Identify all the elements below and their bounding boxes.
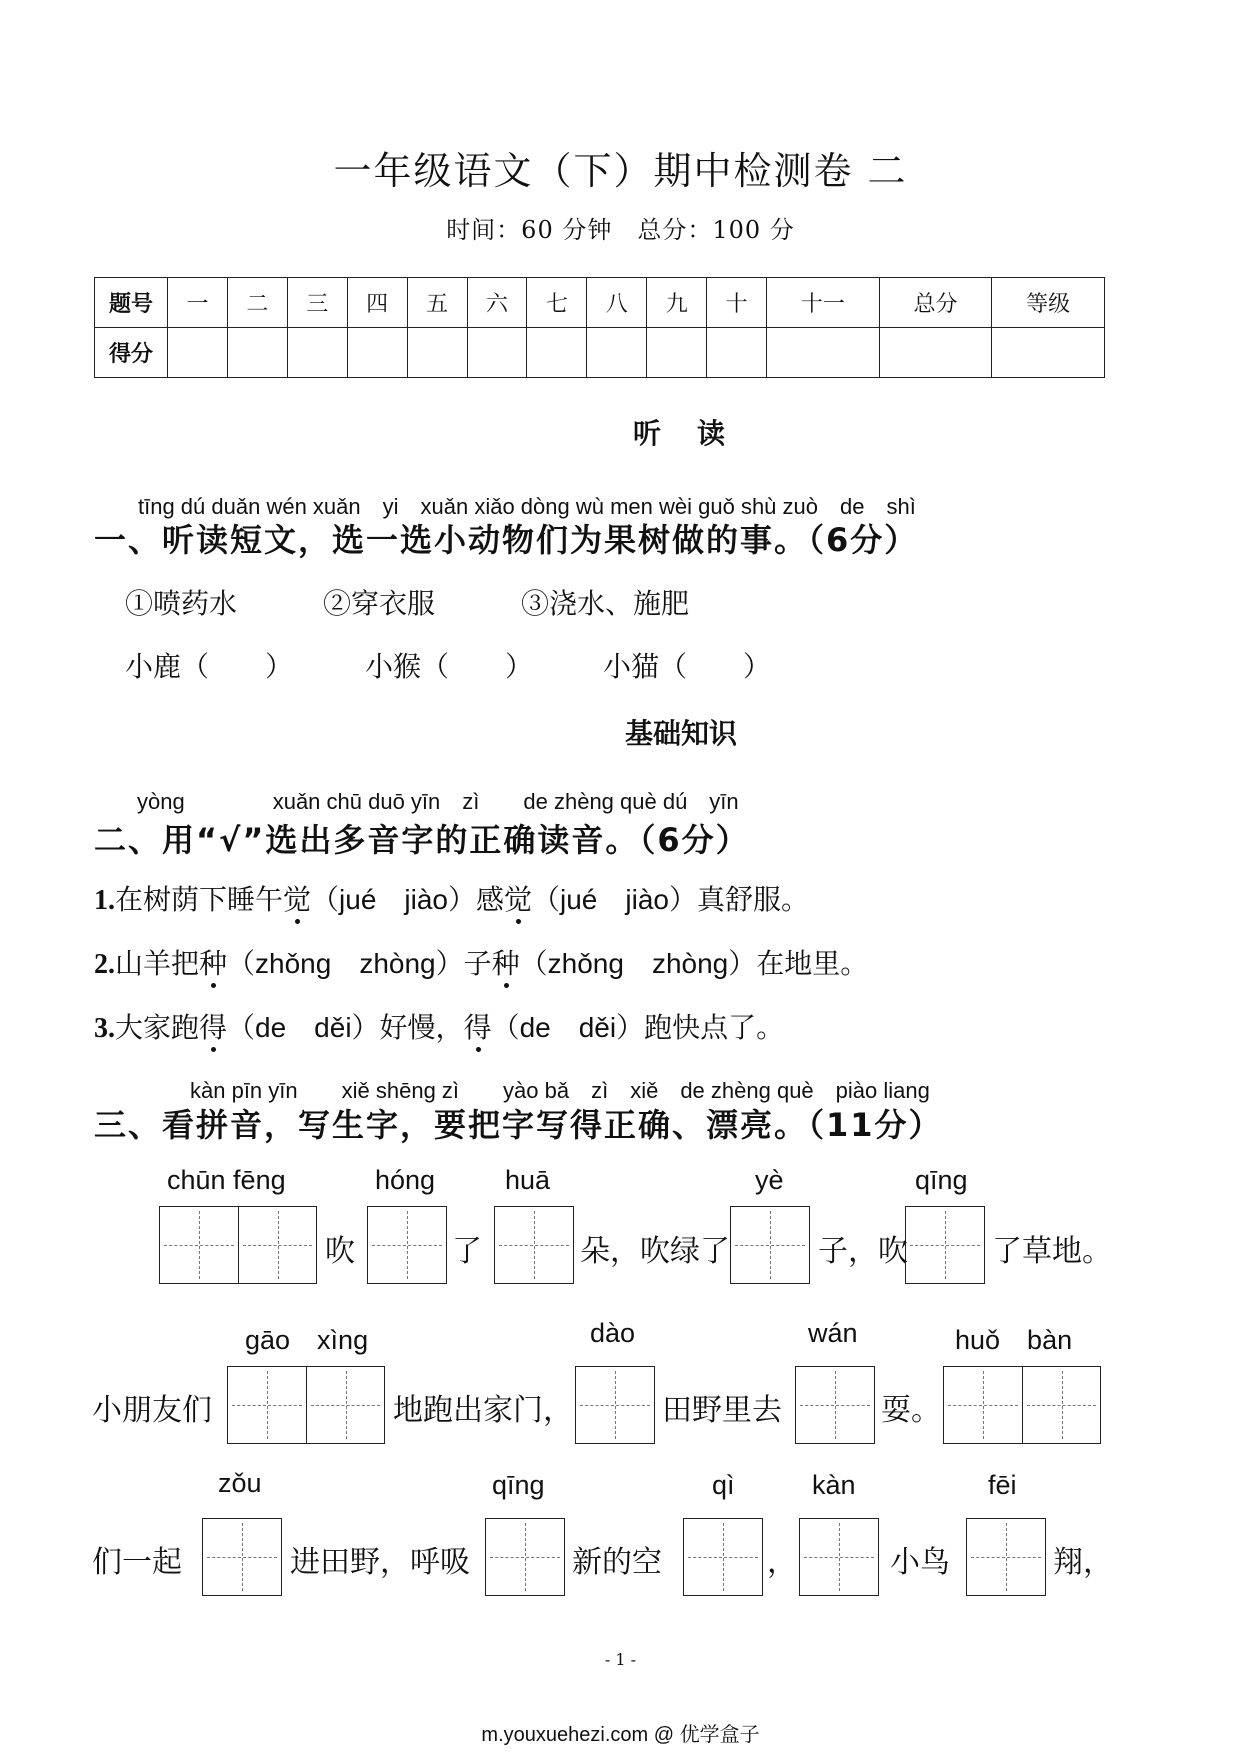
q2-item: [94, 1006, 784, 1046]
score-table-col: 七: [527, 278, 587, 328]
score-table-col: 八: [587, 278, 647, 328]
writing-cell[interactable]: [238, 1207, 316, 1283]
writing-cell[interactable]: [684, 1519, 762, 1595]
polyphone-char: 种: [492, 942, 520, 982]
writing-grid[interactable]: [485, 1518, 565, 1596]
sentence-text: ，: [767, 1545, 797, 1580]
pronunciation-choice[interactable]: （zhǒng zhòng）: [519, 948, 757, 979]
score-cell[interactable]: [407, 328, 467, 378]
q2-item-text: 在树荫下睡午: [115, 883, 284, 916]
score-table-col: 十: [707, 278, 767, 328]
sentence-text: 进田野，呼吸: [290, 1545, 470, 1580]
score-table-col: 一: [168, 278, 228, 328]
section-heading-basic: 基础知识: [624, 717, 737, 750]
grid-pinyin: chūn fēng: [167, 1165, 286, 1195]
score-table-col: 六: [467, 278, 527, 328]
grid-pinyin: wán: [808, 1318, 858, 1348]
grid-pinyin: qīng: [492, 1470, 545, 1500]
q3-pinyin: kàn pīn yīn xiě shēng zì yào bǎ zì xiě de zhèng què piào liang: [190, 1078, 930, 1103]
writing-cell[interactable]: [906, 1207, 984, 1283]
q3-prompt: 三、看拼音，写生字，要把字写得正确、漂亮。（11分）: [94, 1106, 943, 1144]
sentence-text: 地跑出家门，: [393, 1393, 573, 1428]
score-table-row-label: 得分: [95, 328, 168, 378]
polyphone-char: 觉: [504, 878, 532, 918]
score-table: [94, 277, 1105, 378]
writing-grid[interactable]: [159, 1206, 317, 1284]
sentence-text: 吹: [325, 1234, 355, 1269]
polyphone-char: 得: [464, 1006, 492, 1046]
q1-answer-blank[interactable]: 小猫（ ）: [603, 650, 772, 683]
polyphone-char: 得: [199, 1006, 227, 1046]
q2-item: [94, 878, 809, 918]
score-cell[interactable]: [467, 328, 527, 378]
writing-cell[interactable]: [944, 1367, 1022, 1443]
sentence-text: 朵，吹绿了: [580, 1234, 730, 1269]
writing-cell[interactable]: [160, 1207, 238, 1283]
writing-grid[interactable]: [730, 1206, 810, 1284]
q1-pinyin: tīng dú duǎn wén xuǎn yi xuǎn xiǎo dòng wù men wèi guǒ shù zuò de shì: [138, 494, 916, 519]
grid-pinyin: fēi: [988, 1470, 1017, 1500]
score-cell[interactable]: [527, 328, 587, 378]
pronunciation-choice[interactable]: （zhǒng zhòng）: [227, 948, 464, 979]
q2-item-text: 大家跑: [115, 1011, 200, 1044]
q2-item-number: 3.: [94, 1013, 115, 1044]
sentence-text: 新的空: [572, 1545, 662, 1580]
score-table-col: 二: [227, 278, 287, 328]
score-cell[interactable]: [587, 328, 647, 378]
writing-grid[interactable]: [202, 1518, 282, 1596]
q2-item-text: 跑快点了。: [644, 1011, 785, 1044]
grid-pinyin: zǒu: [218, 1468, 262, 1498]
site-watermark[interactable]: m.youxuehezi.com @ 优学盒子: [481, 1724, 760, 1746]
grid-pinyin: hóng: [375, 1165, 436, 1195]
writing-grid[interactable]: [683, 1518, 763, 1596]
writing-cell[interactable]: [306, 1367, 384, 1443]
writing-cell[interactable]: [368, 1207, 446, 1283]
q2-item: [94, 942, 868, 982]
grid-pinyin: yè: [755, 1165, 784, 1195]
polyphone-char: 觉: [283, 878, 311, 918]
grid-pinyin: qīng: [915, 1165, 968, 1195]
writing-cell[interactable]: [576, 1367, 654, 1443]
q2-prompt: 二、用“√”选出多音字的正确读音。（6分）: [94, 821, 750, 859]
sentence-text: 小朋友们: [92, 1393, 212, 1428]
q2-item-text: 山羊把: [115, 947, 200, 980]
score-table-col: 五: [407, 278, 467, 328]
writing-cell[interactable]: [800, 1519, 878, 1595]
score-cell[interactable]: [707, 328, 767, 378]
polyphone-char: 种: [199, 942, 227, 982]
pronunciation-choice[interactable]: （de děi）: [491, 1012, 645, 1043]
page-title: 一年级语文（下）期中检测卷 二: [333, 149, 908, 193]
score-cell[interactable]: [168, 328, 228, 378]
writing-grid[interactable]: [494, 1206, 574, 1284]
grid-pinyin: kàn: [812, 1470, 856, 1500]
score-table-col: 四: [347, 278, 407, 328]
score-table-score-row: [95, 328, 1105, 378]
writing-cell[interactable]: [486, 1519, 564, 1595]
score-cell[interactable]: [227, 328, 287, 378]
sentence-text: 田野里去: [662, 1393, 782, 1428]
sentence-text: 子，吹: [818, 1234, 908, 1269]
q2-item-number: 1.: [94, 885, 115, 916]
writing-cell[interactable]: [495, 1207, 573, 1283]
score-cell[interactable]: [767, 328, 880, 378]
score-cell[interactable]: [647, 328, 707, 378]
grid-pinyin: dào: [590, 1318, 636, 1348]
q2-item-text: 好慢，: [379, 1011, 464, 1044]
sentence-text: 们一起: [92, 1545, 182, 1580]
writing-grid[interactable]: [943, 1366, 1101, 1444]
grid-pinyin: huǒ bàn: [955, 1325, 1073, 1355]
q2-item-number: 2.: [94, 949, 115, 980]
writing-cell[interactable]: [228, 1367, 306, 1443]
score-table-col: 三: [287, 278, 347, 328]
sentence-text: 耍。: [881, 1393, 941, 1428]
writing-cell[interactable]: [967, 1519, 1045, 1595]
writing-cell[interactable]: [731, 1207, 809, 1283]
score-cell[interactable]: [992, 328, 1105, 378]
writing-cell[interactable]: [796, 1367, 874, 1443]
pronunciation-choice[interactable]: （jué jiào）: [311, 884, 476, 915]
score-table-col: 九: [647, 278, 707, 328]
score-table-col: 总分: [879, 278, 992, 328]
q2-item-text: 在地里。: [756, 947, 869, 980]
writing-cell[interactable]: [203, 1519, 281, 1595]
q2-item-text: 感: [475, 883, 504, 916]
q2-item-text: 真舒服。: [696, 883, 809, 916]
pronunciation-choice[interactable]: （de děi）: [227, 1012, 380, 1043]
score-table-row-label: 题号: [95, 278, 168, 328]
q1-option: ②穿衣服: [323, 587, 436, 620]
writing-grid[interactable]: [905, 1206, 985, 1284]
score-cell[interactable]: [287, 328, 347, 378]
sentence-text: 翔，: [1053, 1545, 1113, 1580]
q1-option: ①喷药水: [125, 587, 238, 620]
score-table-col: 等级: [992, 278, 1105, 328]
writing-grid[interactable]: [795, 1366, 875, 1444]
writing-grid[interactable]: [575, 1366, 655, 1444]
writing-grid[interactable]: [227, 1366, 385, 1444]
writing-grid[interactable]: [966, 1518, 1046, 1596]
score-table-col: 十一: [767, 278, 880, 328]
q1-answer-blank[interactable]: 小鹿（ ）: [125, 650, 294, 683]
sentence-text: 了草地。: [992, 1234, 1112, 1269]
section-heading-listening: 听 读: [632, 417, 729, 450]
grid-pinyin: gāo xìng: [245, 1325, 369, 1355]
writing-cell[interactable]: [1022, 1367, 1100, 1443]
exam-time-score: 时间：60 分钟 总分：100 分: [446, 216, 795, 244]
score-cell[interactable]: [347, 328, 407, 378]
page-number: - 1 -: [604, 1650, 637, 1669]
score-cell[interactable]: [879, 328, 992, 378]
q2-pinyin: yòng xuǎn chū duō yīn zì de zhèng què dú yīn: [137, 789, 739, 814]
q1-answer-blank[interactable]: 小猴（ ）: [365, 650, 534, 683]
q2-item-text: 子: [463, 947, 492, 980]
grid-pinyin: qì: [712, 1470, 735, 1500]
grid-pinyin: huā: [505, 1165, 551, 1195]
q1-prompt: 一、听读短文，选一选小动物们为果树做的事。（6分）: [94, 521, 919, 559]
pronunciation-choice[interactable]: （jué jiào）: [532, 884, 697, 915]
sentence-text: 小鸟: [890, 1545, 950, 1580]
writing-grid[interactable]: [799, 1518, 879, 1596]
score-table-header-row: [95, 278, 1105, 328]
sentence-text: 了: [452, 1234, 482, 1269]
q1-option: ③浇水、施肥: [521, 587, 690, 620]
writing-grid[interactable]: [367, 1206, 447, 1284]
